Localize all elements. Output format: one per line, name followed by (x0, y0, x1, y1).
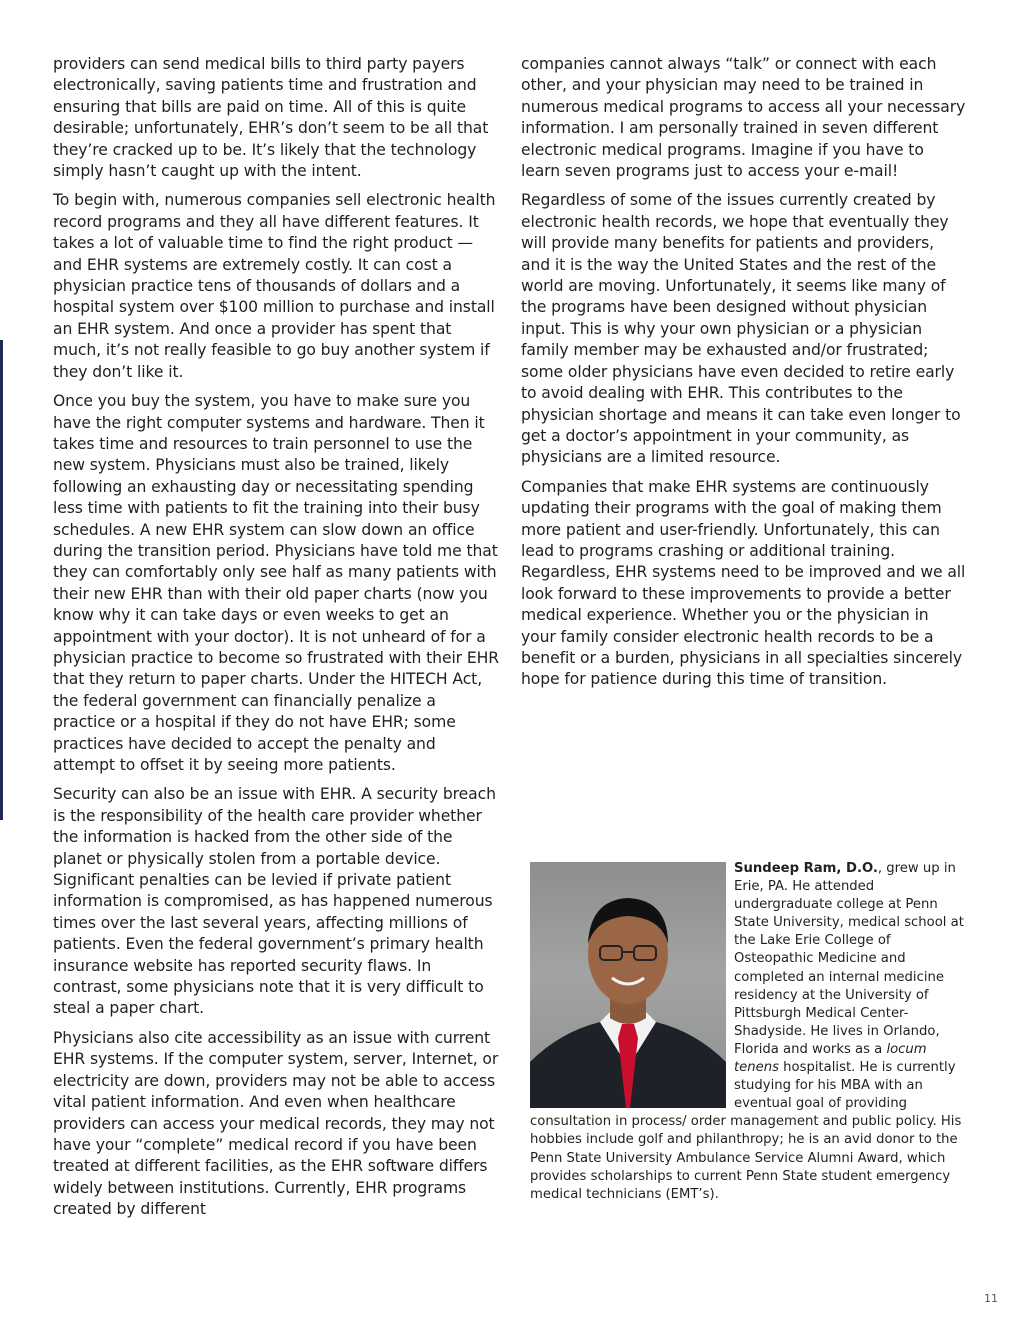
paragraph: Security can also be an issue with EHR. A security breach is the responsibility of the health care provider whether the information is hacked from the other side of the planet or physically stolen from a portable device. Significant penalties can be levied if private patient information is compromised, as has happened numerous times over the last several years, affecting millions of patients. Even the federal government’s primary health insurance website has reported security flaws. In contrast, some physicians note that it is very difficult to steal a paper chart. (53, 785, 496, 1018)
article-left-column (53, 54, 499, 1229)
paragraph: companies cannot always “talk” or connect with each other, and your physician may need to be trained in numerous medical programs to access all your necessary information. I am personally trained in seven different electronic medical programs. Imagine if you have to learn seven programs just to access your e-mail! (521, 55, 966, 181)
paragraph: Physicians also cite accessibility as an issue with current EHR systems. If the computer system, server, Internet, or electricity are down, providers may not be able to access vital patient information. And even when healthcare providers can access your medical records, they may not have your “complete” medical record if you have been treated at different facilities, as the EHR software differs widely between institutions. Currently, EHR programs created by different (53, 1028, 499, 1219)
paragraph: Once you buy the system, you have to make sure you have the right computer systems and hardware. Then it takes time and resources to train personnel to use the new system. Physicians must also be trained, likely following an exhausting day or necessitating spending less time with patients to fit the training into their busy schedules. A new EHR system can slow down an office during the transition period. Physicians have told me that they can comfortably only see half as many patients with their new EHR than with their old paper charts (now you know why it can take days or even weeks to get an appointment with your doctor). It is not unheard of for a physician practice to become so frustrated with their EHR that they return to paper charts. Under the HITECH Act, the federal government can financially penalize a practice or a hospital if they do not have EHR; some practices have decided to accept the penalty and attempt to offset it by seeing more patients. (53, 392, 499, 774)
paragraph: Regardless of some of the issues currently created by electronic health records, we hope that eventually they will provide many benefits for patients and providers, and it is the way the United States and the rest of the world are moving. Unfortunately, it seems like many of the programs have been designed without physician input. This is why your own physician or a physician family member may be exhausted and/or frustrated; some older physicians have even decided to retire early to avoid dealing with EHR. This contributes to the physician shortage and means it can take even longer to get a doctor’s appointment in your community, as physicians are a limited resource. (521, 191, 961, 467)
bio-italic-term: locum tenens (734, 1041, 927, 1076)
paragraph: Companies that make EHR systems are continuously updating their programs with the goal of making them more patient and user-friendly. Unfortunately, this can lead to programs crashing or additional training. Regardless, EHR systems need to be improved and we all look forward to these improvements to provide a better medical experience. Whether you or the physician in your family consider electronic health records to be a benefit or a burden, physicians in all specialties sincerely hope for patience during this time of transition. (521, 477, 966, 689)
author-photo (530, 862, 726, 1108)
bio-text: , grew up in Erie, PA. He attended undergraduate college at Penn State University, medical school at the Lake Erie College of Osteopathic Medicine and completed an internal medicine residency at the University of Pittsburgh Medical Center-Shadyside. He lives in Orlando, Florida and works as a (734, 861, 964, 1057)
page-number: 11 (984, 1292, 998, 1305)
bio-text: hospitalist. He is currently studying for his MBA with an eventual goal of providing consultation in process/ order management and public policy. His hobbies include golf and philanthropy; he is an avid donor to the Penn State University Ambulance Service Alumni Award, which provides scholarships to current Penn State student emergency medical technicians (EMT’s). (530, 1060, 962, 1202)
paragraph: providers can send medical bills to third party payers electronically, saving patients time and frustration and ensuring that bills are paid on time. All of this is quite desirable; unfortunately, EHR’s don’t seem to be all that they’re cracked up to be. It’s likely that the technology simply hasn’t caught up with the intent. (53, 55, 489, 181)
paragraph: To begin with, numerous companies sell electronic health record programs and they all have different features. It takes a lot of valuable time to find the right product — and EHR systems are extremely costly. It can cost a physician practice tens of thousands of dollars and a hospital system over $100 million to purchase and install an EHR system. And once a provider has spent that much, it’s not really feasible to go buy another system if they don’t like it. (53, 191, 496, 381)
article-right-column (521, 54, 967, 699)
author-bio (530, 860, 966, 1204)
author-name: Sundeep Ram, D.O. (734, 861, 878, 876)
portrait-illustration (530, 862, 726, 1108)
left-edge-rule (0, 340, 3, 820)
